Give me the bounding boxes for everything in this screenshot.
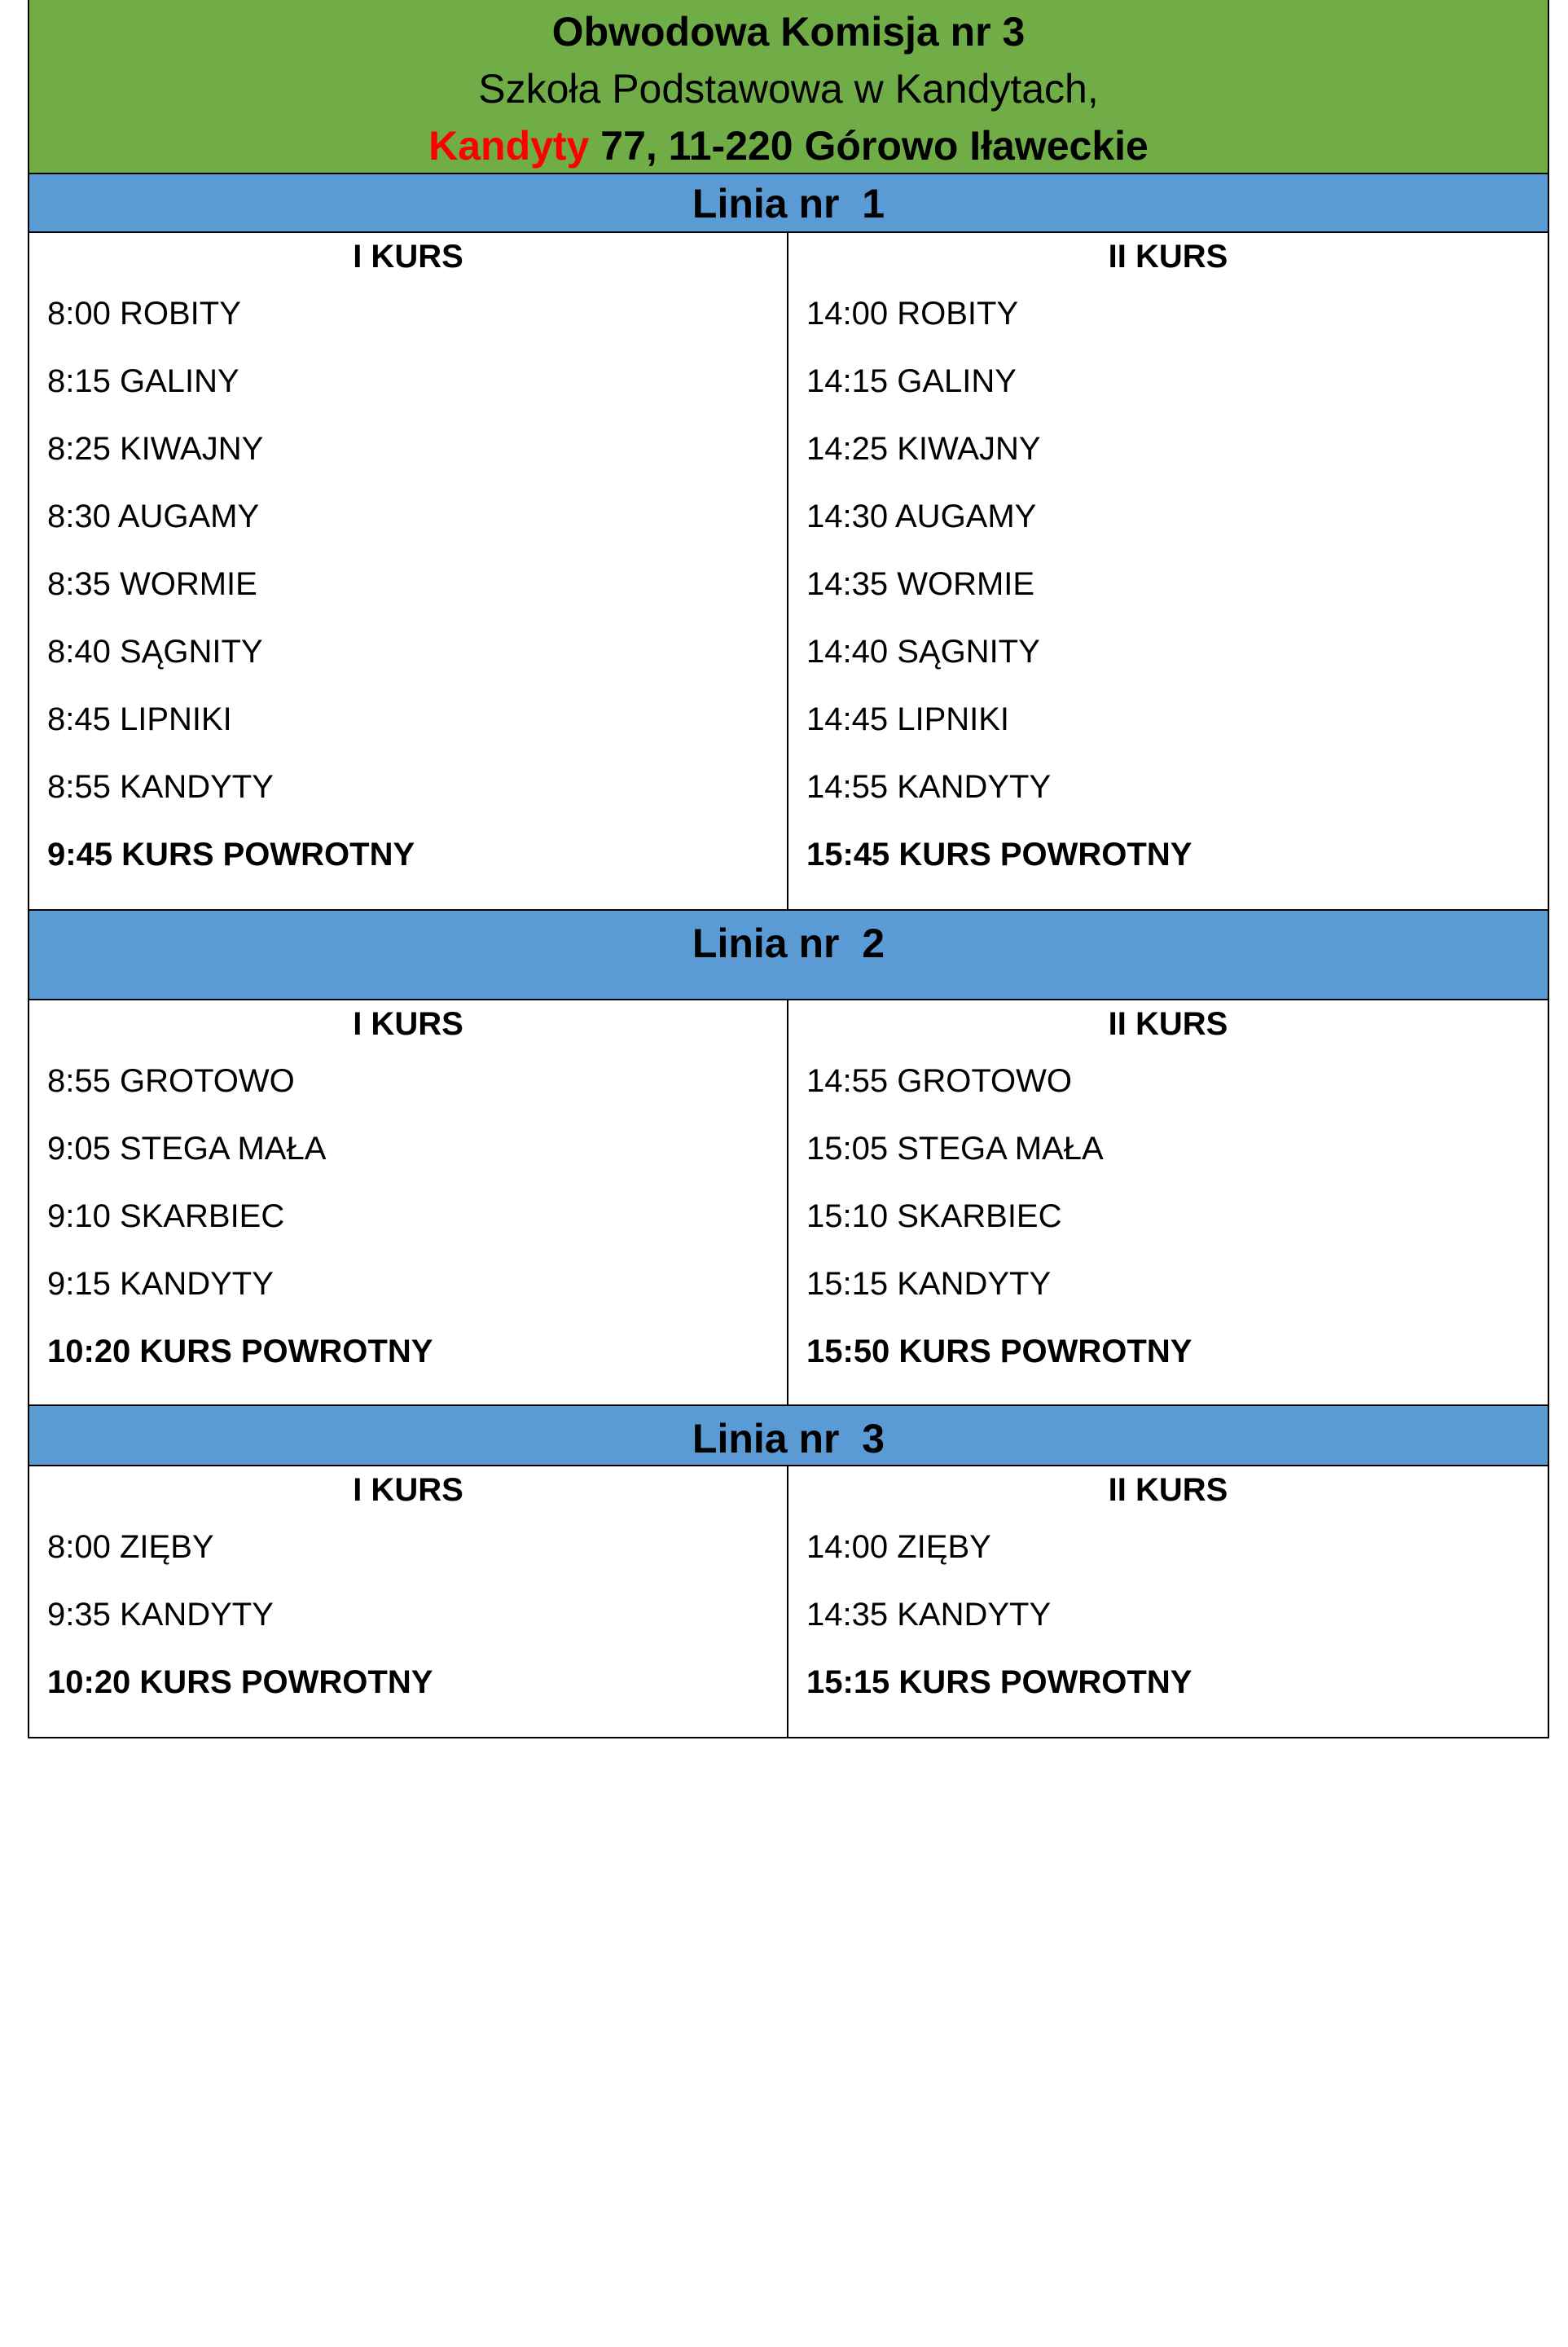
line-3-header: Linia nr 3 [28,1406,1549,1466]
stop-item: 8:45 LIPNIKI [47,701,232,737]
stop-item: 9:05 STEGA MAŁA [47,1131,327,1167]
stop-item: 15:10 SKARBIEC [806,1198,1062,1234]
course-header: II KURS [1108,1006,1228,1042]
stop-item: 15:15 KANDYTY [806,1266,1052,1302]
school-address [29,117,1548,174]
line-1-table [28,233,1549,911]
stop-item: 14:15 GALINY [806,363,1017,399]
stop-item: 8:55 GROTOWO [47,1063,295,1099]
line-1-course-1 [29,233,788,909]
course-header: II KURS [1108,1472,1228,1508]
stop-item: 9:10 SKARBIEC [47,1198,285,1234]
stop-item: 14:35 KANDYTY [806,1597,1052,1633]
stop-item: 8:40 SĄGNITY [47,634,263,670]
stop-item: 14:30 AUGAMY [806,499,1037,534]
stop-item: 8:25 KIWAJNY [47,431,264,467]
stop-item: 8:00 ROBITY [47,296,241,332]
stop-item: 8:35 WORMIE [47,566,257,602]
line-2-header: Linia nr 2 [28,911,1549,1000]
return-trip: 9:45 KURS POWROTNY [47,837,415,872]
return-trip: 15:45 KURS POWROTNY [806,837,1192,872]
stop-item: 9:15 KANDYTY [47,1266,274,1302]
return-trip: 15:15 KURS POWROTNY [806,1664,1192,1700]
course-header: I KURS [353,1472,463,1508]
line-2-course-2 [788,1000,1548,1404]
course-header: II KURS [1108,239,1228,275]
line-1-header: Linia nr 1 [28,174,1549,233]
schedule-document [28,0,1549,1738]
address-town: Kandyty [428,123,590,169]
course-header: I KURS [353,1006,463,1042]
line-1-course-2 [788,233,1548,909]
address-details: 77, 11-220 Górowo Iławeckie [589,123,1149,169]
return-trip: 15:50 KURS POWROTNY [806,1334,1192,1369]
return-trip: 10:20 KURS POWROTNY [47,1664,433,1700]
line-2-course-1 [29,1000,788,1404]
return-trip: 10:20 KURS POWROTNY [47,1334,433,1369]
stop-item: 14:00 ZIĘBY [806,1529,991,1565]
stop-item: 8:30 AUGAMY [47,499,260,534]
stop-item: 9:35 KANDYTY [47,1597,274,1633]
commission-header [28,0,1549,174]
stop-item: 14:55 GROTOWO [806,1063,1073,1099]
stop-item: 14:55 KANDYTY [806,769,1052,805]
stop-item: 15:05 STEGA MAŁA [806,1131,1104,1167]
line-2-table [28,1000,1549,1406]
commission-title: Obwodowa Komisja nr 3 [551,9,1026,55]
course-header: I KURS [353,239,463,275]
stop-item: 14:35 WORMIE [806,566,1035,602]
stop-item: 8:00 ZIĘBY [47,1529,214,1565]
school-name: Szkoła Podstawowa w Kandytach, [478,66,1099,112]
line-3-course-1 [29,1466,788,1737]
stop-item: 14:25 KIWAJNY [806,431,1041,467]
stop-item: 8:15 GALINY [47,363,239,399]
stop-item: 14:00 ROBITY [806,296,1019,332]
line-3-table [28,1466,1549,1738]
stop-item: 8:55 KANDYTY [47,769,274,805]
stop-item: 14:40 SĄGNITY [806,634,1040,670]
stop-item: 14:45 LIPNIKI [806,701,1010,737]
line-3-course-2 [788,1466,1548,1737]
